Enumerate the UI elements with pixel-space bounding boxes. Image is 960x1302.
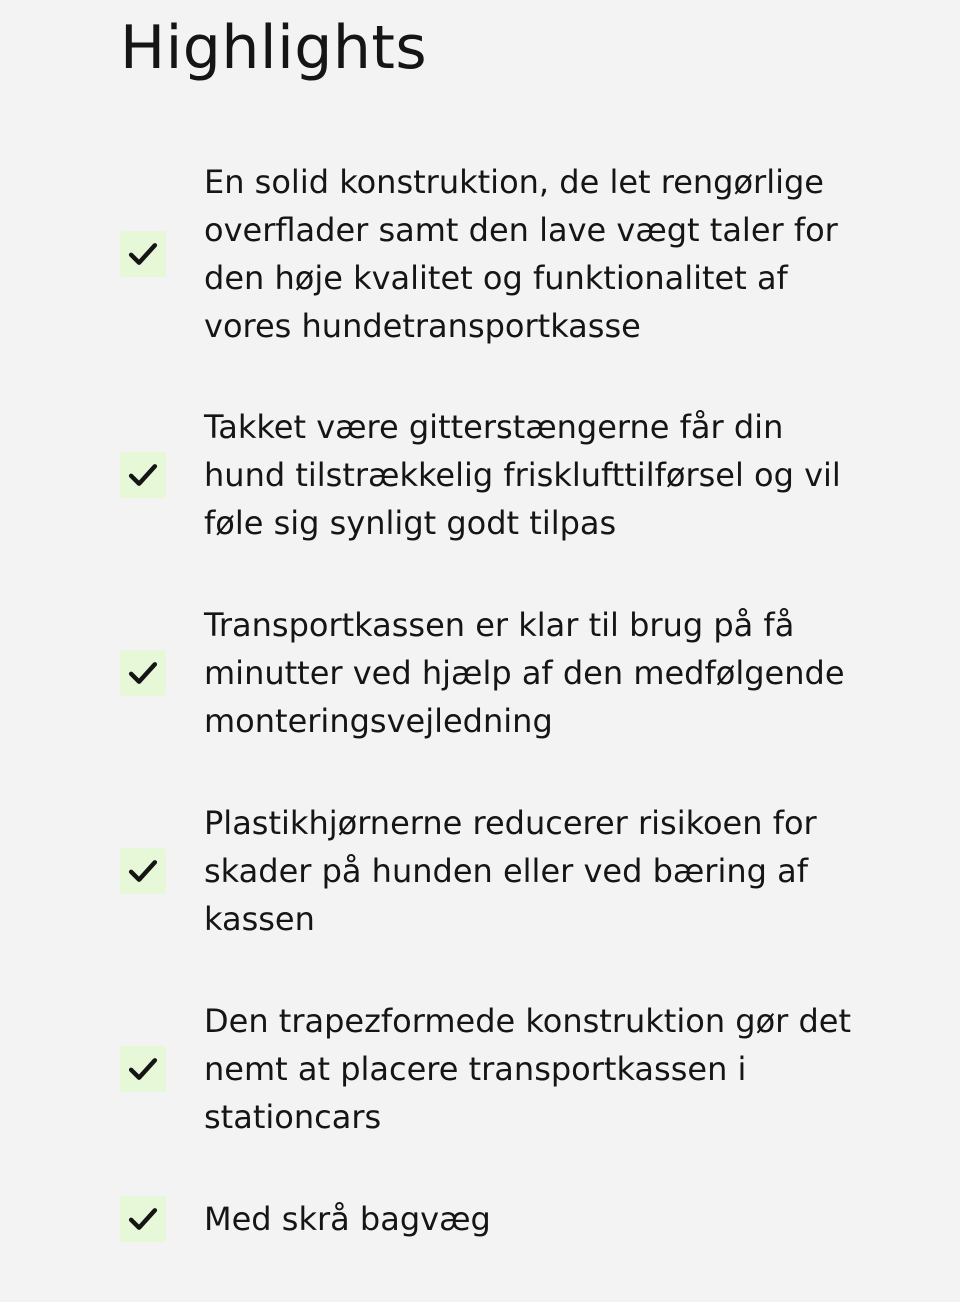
checkmark-icon bbox=[120, 650, 166, 696]
highlight-text: Takket være gitterstængerne får din hund tilstrækkelig frisklufttilførsel og vil føle sig synligt godt tilpas bbox=[204, 408, 841, 542]
highlight-item bbox=[120, 403, 860, 547]
checkmark-icon bbox=[120, 231, 166, 277]
highlight-text: Med skrå bagvæg bbox=[204, 1200, 491, 1238]
checkmark-icon bbox=[120, 848, 166, 894]
checkmark-icon bbox=[120, 1046, 166, 1092]
highlight-item bbox=[120, 799, 860, 943]
highlight-item bbox=[120, 1195, 860, 1243]
highlight-text: Den trapezformede konstruktion gør det nemt at placere transportkassen i stationcars bbox=[204, 1002, 852, 1136]
highlight-text: En solid konstruktion, de let rengørlige overflader samt den lave vægt taler for den høje kvalitet og funktionalitet af vores hundetransportkasse bbox=[204, 163, 838, 345]
highlight-item bbox=[120, 601, 860, 745]
highlight-item bbox=[120, 158, 860, 350]
page-title: Highlights bbox=[120, 13, 428, 83]
highlight-text: Plastikhjørnerne reducerer risikoen for skader på hunden eller ved bæring af kassen bbox=[204, 804, 817, 938]
highlight-item bbox=[120, 997, 860, 1141]
checkmark-icon bbox=[120, 1196, 166, 1242]
highlight-text: Transportkassen er klar til brug på få minutter ved hjælp af den medfølgende monteringsvejledning bbox=[204, 606, 845, 740]
checkmark-icon bbox=[120, 452, 166, 498]
